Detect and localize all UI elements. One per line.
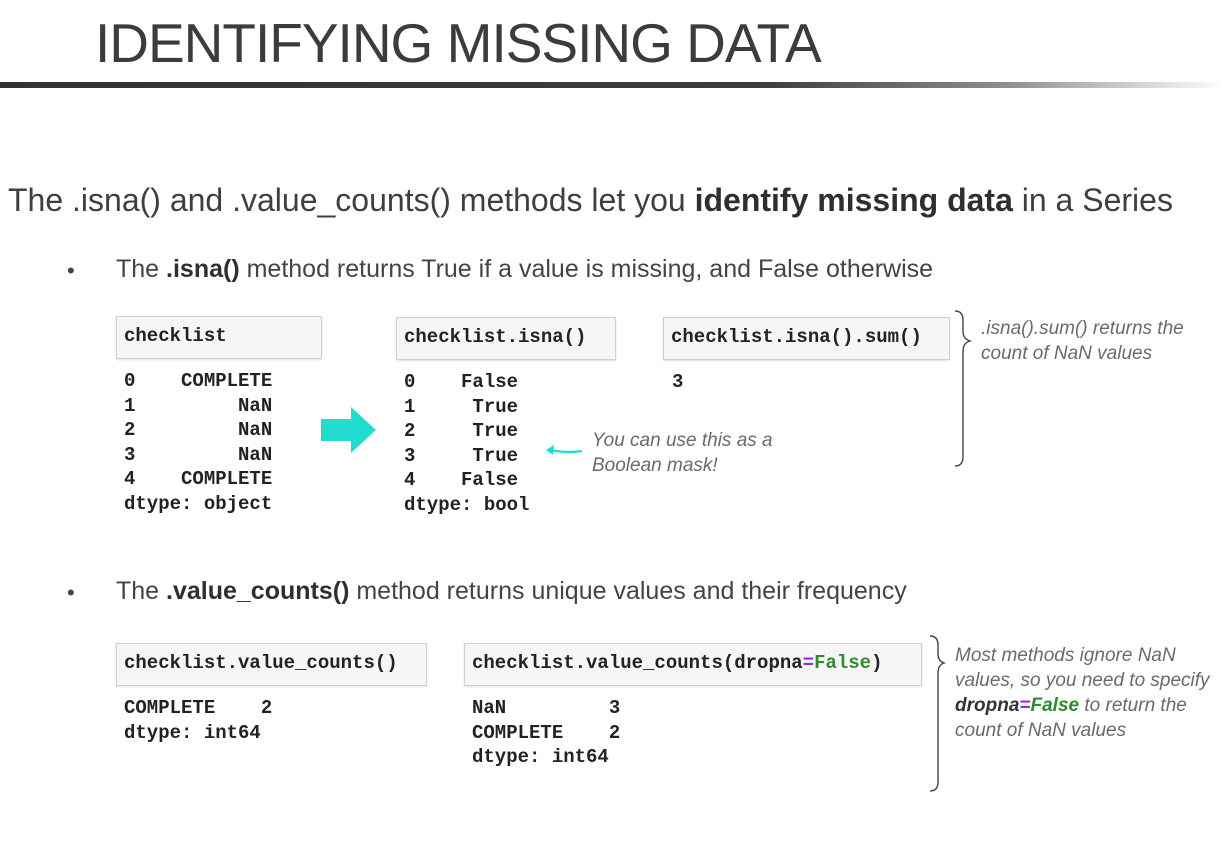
output-line: 3 True	[404, 444, 519, 467]
note-line: Most methods ignore NaN	[955, 645, 1176, 666]
output-isna	[404, 370, 529, 518]
bullet-bold-method: .isna()	[166, 255, 240, 283]
bullet-marker: •	[67, 258, 75, 283]
code-text: )	[871, 652, 883, 674]
slide-title: IDENTIFYING MISSING DATA	[95, 12, 821, 74]
output-line: 4 COMPLETE	[124, 468, 273, 491]
output-line: 1 True	[404, 395, 519, 418]
bullet-text-before: The	[116, 255, 167, 283]
output-line: 4 False	[404, 469, 519, 492]
output-line: 0 False	[404, 371, 519, 393]
bullet-value-counts	[116, 577, 907, 606]
intro-text-after: in a Series	[1012, 182, 1173, 218]
intro-bold-text: identify missing data	[694, 182, 1013, 218]
right-brace-icon	[953, 310, 975, 470]
note-bold-dropna: dropna	[955, 695, 1020, 716]
output-line: COMPLETE 2	[472, 721, 621, 744]
note-line: values, so you need to specify	[955, 670, 1210, 691]
output-line: dtype: int64	[472, 746, 609, 769]
dropna-note	[955, 643, 1210, 743]
output-checklist	[124, 369, 272, 517]
output-line: 3 NaN	[124, 443, 273, 466]
title-underline	[0, 82, 1225, 88]
note-bold-false: False	[1030, 695, 1080, 716]
bullet-text-after: method returns unique values and their frequency	[349, 577, 907, 605]
output-line: COMPLETE 2	[124, 697, 273, 719]
boolean-mask-note: You can use this as a Boolean mask!	[592, 430, 773, 476]
output-line: dtype: int64	[124, 721, 261, 744]
output-value-counts	[124, 696, 272, 745]
intro-sentence	[8, 182, 1173, 219]
isna-sum-note: .isna().sum() returns the count of NaN values	[981, 318, 1184, 364]
output-line: 2 True	[404, 420, 519, 443]
bullet-isna	[116, 255, 933, 284]
pointer-arrow-icon	[544, 443, 584, 459]
output-line: 1 NaN	[124, 394, 273, 417]
code-value-counts-dropna	[464, 643, 922, 686]
output-value-counts-dropna	[472, 696, 620, 770]
code-value-counts: checklist.value_counts()	[116, 643, 427, 686]
output-line: 3	[672, 371, 684, 393]
intro-text-before: The .isna() and .value_counts() methods let you	[8, 182, 695, 218]
output-line: dtype: bool	[404, 493, 530, 516]
note-text: to return the	[1079, 695, 1187, 716]
code-checklist: checklist	[116, 316, 322, 359]
code-text: checklist.value_counts(dropna	[472, 652, 803, 674]
output-line: dtype: object	[124, 492, 273, 515]
note-bold-equals: =	[1019, 695, 1031, 716]
bullet-marker: •	[67, 580, 75, 605]
output-line: NaN 3	[472, 697, 621, 719]
right-brace-icon	[928, 635, 950, 795]
output-line: 2 NaN	[124, 419, 273, 442]
output-line: 0 COMPLETE	[124, 370, 273, 392]
note-line	[955, 693, 1210, 718]
output-isna-sum	[672, 370, 683, 395]
code-checklist-isna: checklist.isna()	[396, 317, 616, 360]
bullet-text-before: The	[116, 577, 167, 605]
right-arrow-icon	[321, 407, 377, 453]
note-line: count of NaN values	[955, 720, 1127, 741]
bullet-text-after: method returns True if a value is missing, and False otherwise	[239, 255, 934, 283]
bullet-bold-method: .value_counts()	[166, 577, 350, 605]
code-equals: =	[802, 652, 815, 674]
code-checklist-isna-sum: checklist.isna().sum()	[663, 317, 950, 360]
code-false-keyword: False	[814, 652, 872, 674]
